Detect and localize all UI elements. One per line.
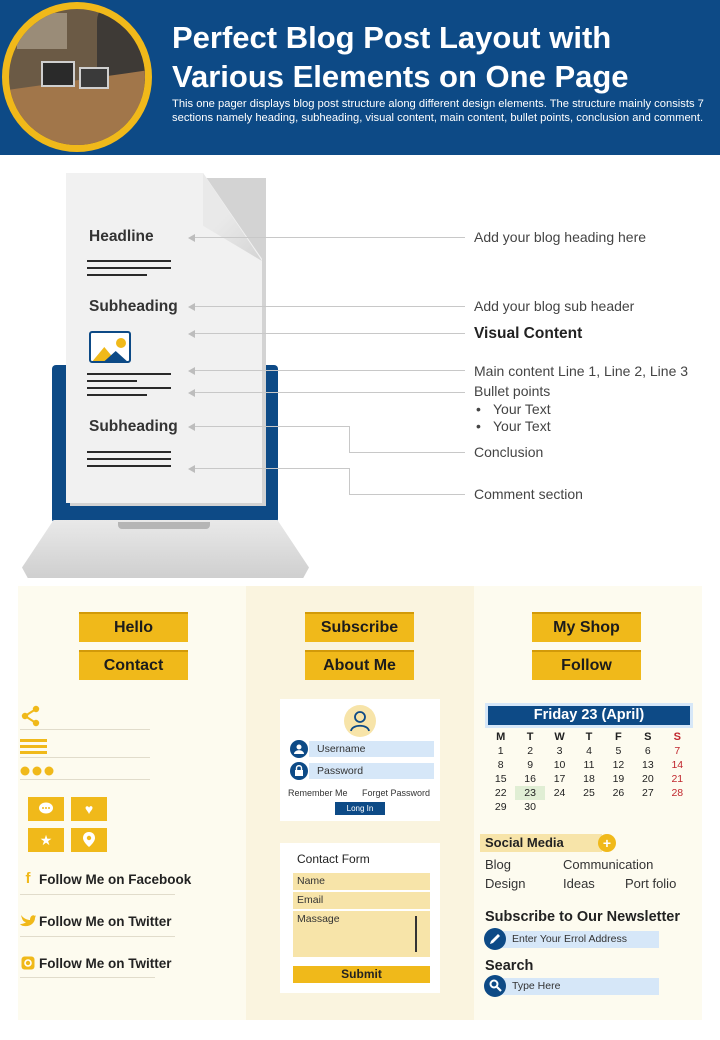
calendar-weekday: W <box>554 731 565 743</box>
calendar-weekday: S <box>644 731 652 743</box>
header-photo <box>2 2 152 152</box>
newsletter-input[interactable]: Enter Your Errol Address <box>512 933 627 945</box>
calendar-day[interactable]: 16 <box>524 773 536 785</box>
calendar-day[interactable]: 17 <box>553 773 566 785</box>
pencil-icon[interactable] <box>484 928 506 950</box>
calendar-day[interactable]: 22 <box>494 787 507 799</box>
instagram-icon[interactable] <box>21 956 35 970</box>
image-icon <box>89 331 131 363</box>
calendar-day[interactable]: 28 <box>671 787 684 799</box>
page-description: This one pager displays blog post structure along different design elements. The structure mainly consists 7 sections namely heading, subheading, visual content, main content, bullet points, conclusion and comment. <box>172 98 704 124</box>
calendar-day[interactable]: 11 <box>583 759 595 771</box>
bullet-dot: • <box>476 418 481 434</box>
password-field[interactable]: Password <box>309 763 434 779</box>
calendar-day[interactable]: 2 <box>527 745 534 757</box>
chat-icon[interactable] <box>28 797 64 821</box>
hello-button[interactable]: Hello <box>79 612 188 642</box>
calendar-day[interactable]: 26 <box>612 787 625 799</box>
link-communication[interactable]: Communication <box>563 857 654 872</box>
lock-icon <box>290 762 308 780</box>
heart-icon[interactable]: ♥ <box>71 797 107 821</box>
calendar-weekday: M <box>496 731 506 743</box>
arrowhead <box>188 234 195 242</box>
star-icon[interactable]: ★ <box>28 828 64 852</box>
calendar-day[interactable]: 19 <box>612 773 625 785</box>
calendar-day[interactable]: 21 <box>671 773 684 785</box>
page-title: Perfect Blog Post Layout with Various Elements on One Page <box>172 20 629 94</box>
calendar-day[interactable]: 10 <box>553 759 566 771</box>
more-icon[interactable] <box>20 765 56 777</box>
calendar-day <box>663 800 692 814</box>
header-banner <box>0 0 720 155</box>
calendar-day[interactable]: 20 <box>642 773 654 785</box>
calendar-day[interactable]: 6 <box>644 745 651 757</box>
calendar-day[interactable]: 29 <box>494 801 507 813</box>
link-portfolio[interactable]: Port folio <box>625 876 677 891</box>
submit-button[interactable]: Submit <box>293 966 430 983</box>
text-cursor <box>415 916 417 952</box>
callout-main-content: Main content Line 1, Line 2, Line 3 <box>474 363 689 379</box>
calendar-weekday: S <box>673 731 681 743</box>
arrowhead <box>188 303 195 311</box>
my-shop-button[interactable]: My Shop <box>532 612 641 642</box>
callout-conclusion: Conclusion <box>474 444 544 460</box>
calendar-day[interactable]: 8 <box>497 759 504 771</box>
calendar-day[interactable]: 7 <box>674 745 681 757</box>
calendar-day <box>633 800 662 814</box>
calendar-day[interactable]: 18 <box>583 773 595 785</box>
arrowhead <box>188 330 195 338</box>
search-title: Search <box>485 958 534 974</box>
add-icon[interactable]: + <box>598 834 616 852</box>
arrowhead <box>188 367 195 375</box>
callout-bullet-1: Your Text <box>493 401 551 417</box>
calendar-day[interactable]: 24 <box>553 787 566 799</box>
calendar-day-today[interactable]: 23 <box>515 786 544 800</box>
contact-form-title: Contact Form <box>297 852 370 866</box>
link-design[interactable]: Design <box>485 876 526 891</box>
menu-icon[interactable] <box>20 739 48 755</box>
twitter-icon[interactable] <box>20 913 36 927</box>
calendar-day[interactable]: 14 <box>671 759 684 771</box>
callout-bullets-title: Bullet points <box>474 383 551 399</box>
location-icon[interactable] <box>71 828 107 852</box>
callout-heading: Add your blog heading here <box>474 229 647 245</box>
calendar-grid <box>486 730 692 814</box>
message-field[interactable]: Massage <box>293 911 430 957</box>
calendar-day[interactable]: 12 <box>612 759 625 771</box>
paper-subheading-1: Subheading <box>89 298 178 315</box>
about-me-button[interactable]: About Me <box>305 650 414 680</box>
calendar-weekday: T <box>585 731 593 743</box>
calendar-day[interactable]: 30 <box>524 801 536 813</box>
search-input[interactable]: Type Here <box>512 980 561 992</box>
calendar-day[interactable]: 25 <box>583 787 595 799</box>
search-icon[interactable] <box>484 975 506 997</box>
contact-button[interactable]: Contact <box>79 650 188 680</box>
newsletter-title: Subscribe to Our Newsletter <box>485 909 680 925</box>
follow-twitter-link-2[interactable]: Follow Me on Twitter <box>39 956 172 971</box>
arrowhead <box>188 389 195 397</box>
link-ideas[interactable]: Ideas <box>563 876 595 891</box>
calendar-day[interactable]: 1 <box>497 745 504 757</box>
follow-button[interactable]: Follow <box>532 650 641 680</box>
remember-me-checkbox[interactable]: Remember Me <box>288 788 348 798</box>
calendar-day[interactable]: 27 <box>642 787 654 799</box>
callout-comment: Comment section <box>474 486 583 502</box>
calendar-day[interactable]: 15 <box>494 773 507 785</box>
paper-subheading-2: Subheading <box>89 418 178 435</box>
forget-password-link[interactable]: Forget Password <box>362 788 431 798</box>
subscribe-button[interactable]: Subscribe <box>305 612 414 642</box>
calendar-weekday: F <box>615 731 622 743</box>
social-media-title: Social Media <box>485 835 564 850</box>
calendar-day <box>545 800 574 814</box>
link-blog[interactable]: Blog <box>485 857 512 872</box>
calendar-day[interactable]: 13 <box>642 759 654 771</box>
calendar-weekday: T <box>526 731 534 743</box>
login-button[interactable]: Long In <box>335 802 385 815</box>
user-icon <box>290 740 308 758</box>
calendar-day <box>604 800 633 814</box>
laptop-hinge <box>118 522 210 529</box>
calendar-day[interactable]: 3 <box>556 745 563 757</box>
callout-bullet-2: Your Text <box>493 418 551 434</box>
follow-twitter-link-1[interactable]: Follow Me on Twitter <box>39 914 172 929</box>
arrowhead <box>188 423 195 431</box>
username-field[interactable]: Username <box>309 741 434 757</box>
share-icon[interactable] <box>20 705 42 727</box>
email-field[interactable]: Email <box>293 892 430 909</box>
facebook-icon[interactable]: f <box>25 870 31 887</box>
calendar-header: Friday 23 (April) <box>485 703 693 728</box>
calendar-day[interactable]: 4 <box>586 745 592 757</box>
name-field[interactable]: Name <box>293 873 430 890</box>
user-avatar-icon <box>343 704 377 738</box>
calendar-day[interactable]: 9 <box>527 759 534 771</box>
arrowhead <box>188 465 195 473</box>
follow-facebook-link[interactable]: Follow Me on Facebook <box>39 872 192 887</box>
callout-subheader: Add your blog sub header <box>474 298 635 314</box>
paper-headline: Headline <box>89 228 154 245</box>
calendar-day[interactable]: 5 <box>615 745 622 757</box>
bullet-dot: • <box>476 401 481 417</box>
calendar-day <box>574 800 603 814</box>
callout-visual: Visual Content <box>474 325 583 342</box>
